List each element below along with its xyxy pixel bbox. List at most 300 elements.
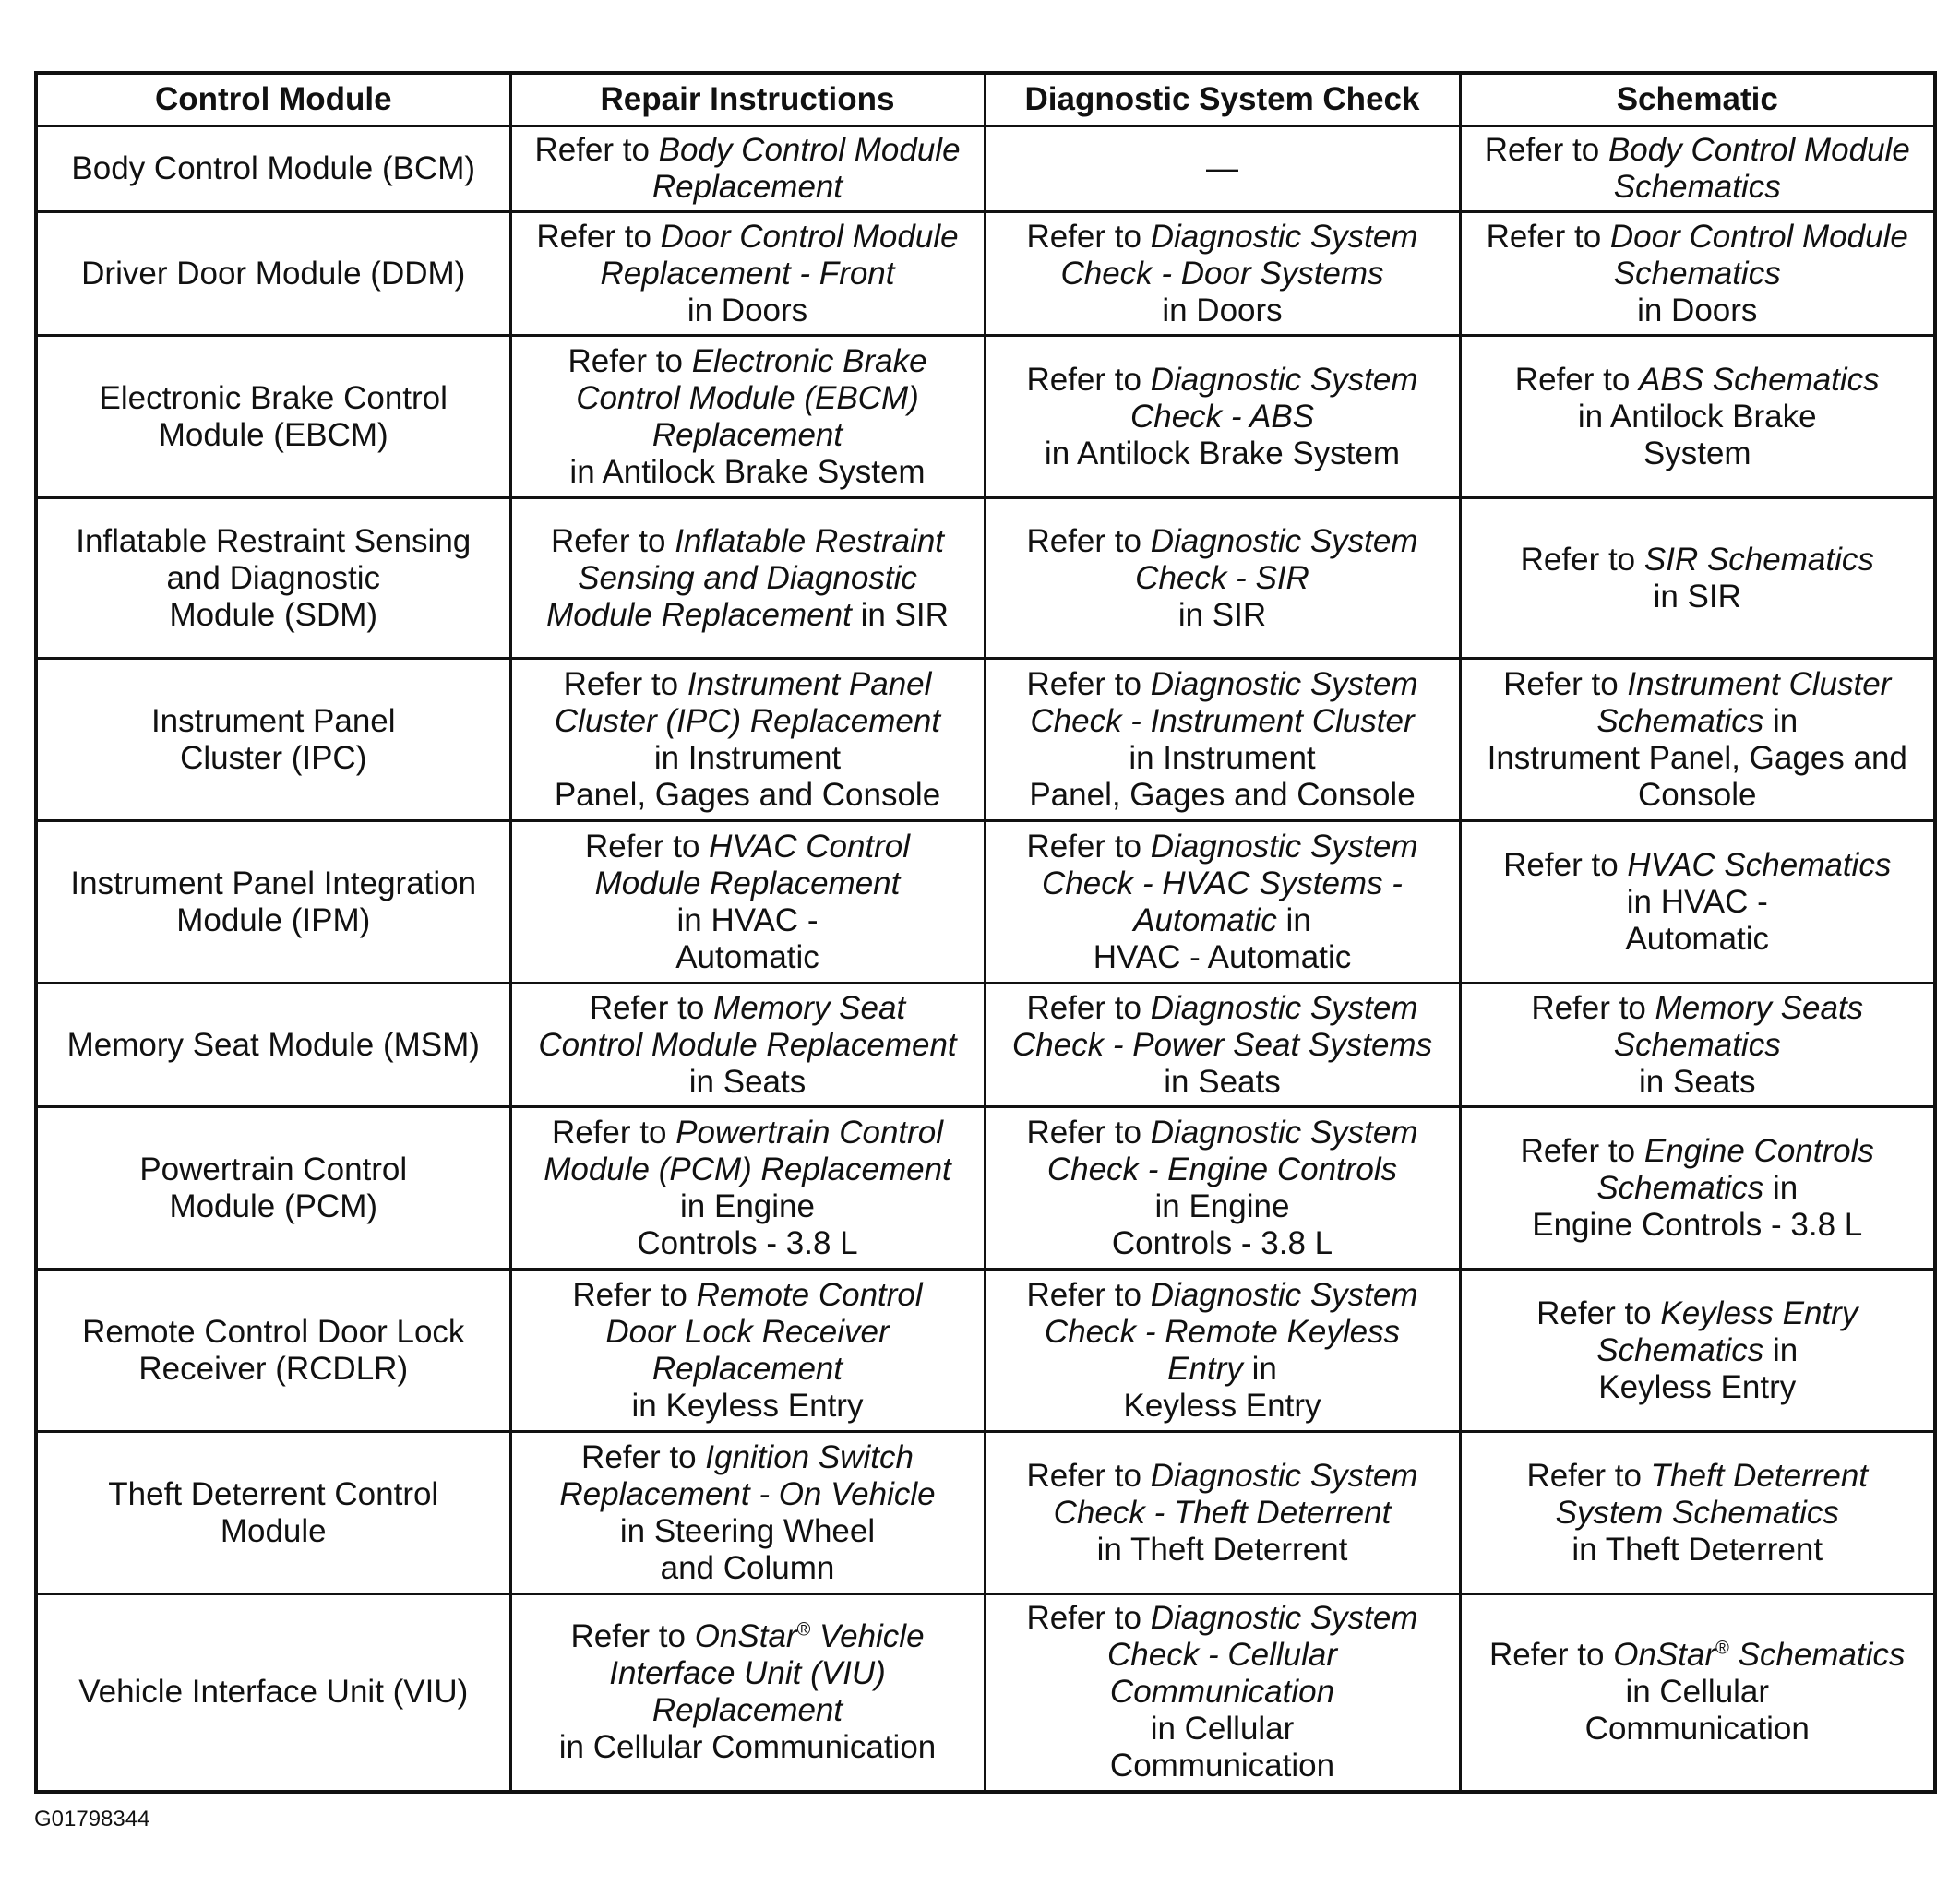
cell-line	[520, 1314, 976, 1351]
italic-reference: OnStar	[1613, 1637, 1716, 1674]
schematic-cell	[1460, 498, 1935, 659]
text-segment: Refer to	[572, 1276, 697, 1313]
text-segment: Engine Controls - 3.8 L	[1532, 1206, 1863, 1243]
text-segment: Refer to	[568, 342, 692, 379]
cell-line	[520, 454, 976, 491]
italic-reference: Entry	[1167, 1350, 1243, 1387]
italic-reference: Remote Control	[696, 1276, 923, 1313]
italic-reference: Diagnostic System	[1150, 218, 1418, 255]
text-segment: Refer to	[1026, 989, 1151, 1026]
cell-line	[520, 343, 976, 380]
cell-line	[994, 1532, 1452, 1569]
italic-reference: Check - Instrument Cluster	[1030, 702, 1415, 739]
table-row	[36, 821, 1935, 984]
diagnostic-check-cell	[985, 1432, 1460, 1594]
schematic-cell	[1460, 336, 1935, 498]
italic-reference: System Schematics	[1555, 1494, 1839, 1531]
italic-reference: Schematics	[1728, 1637, 1906, 1674]
cell-line	[994, 1351, 1452, 1388]
diagnostic-check-cell	[985, 126, 1460, 212]
cell-line	[520, 169, 976, 206]
cell-line	[1469, 921, 1927, 958]
repair-instructions-cell	[510, 1432, 985, 1594]
repair-instructions-cell	[510, 1270, 985, 1432]
italic-reference: Inflatable Restraint	[675, 522, 945, 559]
text-segment: in Antilock Brake	[1577, 398, 1817, 435]
control-module-cell	[36, 212, 510, 336]
text-segment: Automatic	[675, 938, 819, 975]
text-segment: Refer to	[1484, 132, 1608, 168]
italic-reference: Schematics	[1596, 1331, 1764, 1368]
italic-reference: Check - Engine Controls	[1046, 1151, 1398, 1187]
italic-reference: Diagnostic System	[1150, 1600, 1418, 1637]
control-module-cell	[36, 126, 510, 212]
text-segment: in Seats	[1639, 1063, 1756, 1100]
cell-line	[994, 1115, 1452, 1151]
cell-line	[994, 990, 1452, 1027]
cell-line	[1469, 1027, 1927, 1064]
italic-reference: Check - Remote Keyless	[1044, 1313, 1401, 1350]
italic-reference: Diagnostic System	[1150, 665, 1418, 702]
italic-reference: Check - Door Systems	[1060, 255, 1384, 292]
cell-line	[994, 740, 1452, 777]
cell-line: Module (SDM)	[169, 596, 378, 633]
cell-line	[520, 1115, 976, 1151]
cell-line	[520, 703, 976, 740]
cell-line	[520, 1550, 976, 1587]
cell-line: Module	[220, 1512, 327, 1549]
cell-line	[994, 1748, 1452, 1784]
italic-reference: Schematics	[1596, 702, 1764, 739]
italic-reference: Vehicle	[810, 1618, 925, 1655]
cell-line	[520, 1064, 976, 1101]
cell-line: and Diagnostic	[166, 559, 381, 596]
text-segment: in Steering Wheel	[619, 1512, 876, 1549]
italic-reference: Keyless Entry	[1660, 1294, 1858, 1331]
italic-reference: Control Module Replacement	[538, 1026, 957, 1063]
control-module-cell	[36, 1594, 510, 1792]
italic-reference: Schematics	[1596, 1169, 1764, 1206]
table-body	[36, 126, 1935, 1792]
cell-line	[994, 777, 1452, 814]
cell-line	[994, 939, 1452, 976]
diagnostic-check-cell	[985, 212, 1460, 336]
text-segment: in SIR	[1653, 578, 1741, 614]
cell-line	[1469, 703, 1927, 740]
text-segment: Refer to	[1026, 218, 1151, 255]
schematic-cell	[1460, 126, 1935, 212]
text-segment: System	[1643, 435, 1751, 471]
cell-line	[994, 1314, 1452, 1351]
cell-line	[1469, 169, 1927, 206]
table-row	[36, 984, 1935, 1107]
control-module-cell	[36, 659, 510, 821]
diagnostic-check-cell	[985, 336, 1460, 498]
control-module-table	[34, 71, 1937, 1794]
text-segment: Refer to	[1026, 1600, 1151, 1637]
text-segment: Refer to	[550, 522, 675, 559]
italic-reference: Module Replacement	[546, 596, 852, 633]
text-segment: Refer to	[584, 828, 710, 865]
text-segment: in Seats	[1164, 1063, 1281, 1100]
diagnostic-check-cell	[985, 1594, 1460, 1792]
cell-line	[994, 1600, 1452, 1637]
cell-line	[520, 1655, 976, 1692]
cell-line	[994, 829, 1452, 865]
repair-instructions-cell	[510, 659, 985, 821]
control-module-cell	[36, 984, 510, 1107]
text-segment: Console	[1638, 776, 1757, 813]
text-segment: Communication	[1584, 1711, 1810, 1748]
cell-line	[1469, 1207, 1927, 1244]
italic-reference: Body Control Module	[658, 132, 961, 168]
diagnostic-check-cell	[985, 659, 1460, 821]
italic-reference: Replacement - Front	[600, 255, 895, 292]
cell-line	[1469, 1170, 1927, 1207]
cell-line	[520, 1188, 976, 1225]
table-row	[36, 336, 1935, 498]
cell-line	[994, 292, 1452, 329]
text-segment: Refer to	[536, 218, 661, 255]
cell-line	[520, 939, 976, 976]
italic-reference: Diagnostic System	[1150, 522, 1418, 559]
text-segment: Refer to	[534, 132, 659, 168]
header-repair-instructions: Repair Instructions	[510, 73, 985, 126]
italic-reference: Replacement	[651, 1350, 843, 1387]
italic-reference: Diagnostic System	[1150, 828, 1418, 865]
text-segment: Refer to	[1536, 1294, 1661, 1331]
table-row	[36, 498, 1935, 659]
cell-line: Module (IPM)	[176, 901, 371, 938]
schematic-cell	[1460, 1594, 1935, 1792]
text-segment: in Instrument	[653, 739, 842, 776]
italic-reference: Schematics	[1613, 1026, 1781, 1063]
text-segment: Keyless Entry	[1598, 1368, 1797, 1405]
cell-line	[1469, 1495, 1927, 1532]
italic-reference: Door Control Module	[660, 218, 959, 255]
italic-reference: Diagnostic System	[1150, 989, 1418, 1026]
cell-line	[994, 150, 1452, 187]
italic-reference: Interface Unit (VIU)	[609, 1655, 886, 1692]
cell-line	[994, 902, 1452, 939]
control-module-cell	[36, 1270, 510, 1432]
diagnostic-check-cell	[985, 821, 1460, 984]
italic-reference: Instrument Cluster	[1627, 665, 1892, 702]
italic-reference: Module Replacement	[594, 865, 901, 901]
repair-instructions-cell	[510, 1594, 985, 1792]
table-row	[36, 1432, 1935, 1594]
text-segment: in SIR	[851, 596, 949, 633]
registered-mark: ®	[1715, 1638, 1729, 1659]
cell-line: Instrument Panel	[150, 702, 396, 739]
cell-line	[1469, 1133, 1927, 1170]
text-segment: Refer to	[1026, 665, 1151, 702]
schematic-cell	[1460, 659, 1935, 821]
cell-line	[1469, 542, 1927, 579]
control-module-cell	[36, 336, 510, 498]
cell-line	[994, 1064, 1452, 1101]
cell-line	[520, 1513, 976, 1550]
cell-line	[520, 1027, 976, 1064]
cell-line	[994, 1711, 1452, 1748]
repair-instructions-cell	[510, 126, 985, 212]
italic-reference: Door Control Module	[1609, 218, 1908, 255]
cell-line	[1469, 1674, 1927, 1711]
cell-line	[1469, 740, 1927, 777]
cell-line	[1469, 1064, 1927, 1101]
text-segment: in Theft Deterrent	[1096, 1531, 1348, 1568]
cell-line	[1469, 579, 1927, 615]
cell-line: Module (EBCM)	[158, 416, 388, 453]
figure-id: G01798344	[34, 1807, 150, 1831]
text-segment: Refer to	[1520, 1132, 1644, 1169]
text-segment: in Cellular	[1150, 1711, 1295, 1748]
cell-line	[994, 399, 1452, 435]
italic-reference: Module (PCM) Replacement	[544, 1151, 951, 1187]
cell-line	[994, 1151, 1452, 1188]
text-segment: Controls - 3.8 L	[1111, 1224, 1333, 1261]
text-segment: Communication	[1109, 1748, 1335, 1784]
text-segment: in Cellular	[1625, 1674, 1770, 1711]
cell-line	[520, 219, 976, 256]
cell-line	[1469, 990, 1927, 1027]
cell-line	[1469, 1332, 1927, 1369]
cell-line	[1469, 847, 1927, 884]
italic-reference: Electronic Brake	[691, 342, 927, 379]
cell-line	[520, 865, 976, 902]
text-segment: Keyless Entry	[1123, 1387, 1321, 1424]
italic-reference: Check - HVAC Systems -	[1042, 865, 1403, 901]
cell-line	[520, 1351, 976, 1388]
cell-line	[520, 132, 976, 169]
cell-line: Theft Deterrent Control	[108, 1475, 439, 1512]
cell-line	[994, 560, 1452, 597]
cell-line	[1469, 399, 1927, 435]
text-segment: in Seats	[688, 1063, 807, 1100]
schematic-cell	[1460, 821, 1935, 984]
italic-reference: Door Lock Receiver	[605, 1313, 890, 1350]
table-row	[36, 126, 1935, 212]
cell-line	[1469, 219, 1927, 256]
text-segment: and Column	[660, 1549, 835, 1586]
cell-line	[994, 865, 1452, 902]
cell-line	[1469, 1637, 1927, 1674]
italic-reference: Communication	[1109, 1674, 1335, 1711]
text-segment: in HVAC -	[1626, 883, 1768, 920]
cell-line	[1469, 1295, 1927, 1332]
repair-instructions-cell	[510, 1107, 985, 1270]
diagnostic-check-cell	[985, 984, 1460, 1107]
cell-line	[520, 1692, 976, 1729]
cell-line	[994, 1225, 1452, 1262]
italic-reference: Check - ABS	[1129, 398, 1315, 435]
text-segment: Panel, Gages and Console	[554, 776, 941, 813]
italic-reference: Sensing and Diagnostic	[578, 559, 917, 596]
cell-line	[520, 777, 976, 814]
diagnostic-check-cell	[985, 1107, 1460, 1270]
text-segment: Refer to	[1026, 828, 1151, 865]
italic-reference: Schematics	[1613, 169, 1781, 205]
cell-line	[1469, 132, 1927, 169]
cell-line	[994, 703, 1452, 740]
control-module-cell	[36, 498, 510, 659]
repair-instructions-cell	[510, 212, 985, 336]
text-segment: Refer to	[1514, 361, 1640, 398]
table-row	[36, 1107, 1935, 1270]
cell-line	[1469, 1532, 1927, 1569]
italic-reference: Check - Theft Deterrent	[1053, 1494, 1392, 1531]
text-segment: in Doors	[687, 292, 808, 328]
schematic-cell	[1460, 1270, 1935, 1432]
italic-reference: HVAC Schematics	[1627, 846, 1892, 883]
header-diagnostic-system-check: Diagnostic System Check	[985, 73, 1460, 126]
text-segment: in Doors	[1162, 292, 1283, 328]
text-segment: in Doors	[1637, 292, 1758, 328]
cell-line	[994, 666, 1452, 703]
italic-reference: Instrument Panel	[687, 665, 932, 702]
italic-reference: Replacement	[651, 1692, 843, 1729]
cell-line: Powertrain Control	[139, 1151, 408, 1187]
cell-line	[994, 219, 1452, 256]
cell-line	[994, 256, 1452, 292]
table-row	[36, 1270, 1935, 1432]
text-segment: in Cellular Communication	[558, 1729, 937, 1766]
text-segment: in	[1242, 1350, 1277, 1387]
header-row	[36, 73, 1935, 126]
cell-line	[994, 435, 1452, 472]
cell-line: Receiver (RCDLR)	[138, 1350, 409, 1387]
cell-line: Module (PCM)	[169, 1187, 378, 1224]
text-segment: in	[1763, 1169, 1799, 1206]
italic-reference: Check - Power Seat Systems	[1011, 1026, 1433, 1063]
cell-line	[520, 829, 976, 865]
cell-line	[520, 902, 976, 939]
table-row	[36, 1594, 1935, 1792]
cell-line: Electronic Brake Control	[99, 379, 448, 416]
text-segment: in Antilock Brake System	[569, 453, 926, 490]
text-segment: Refer to	[563, 665, 687, 702]
text-segment: in	[1763, 702, 1799, 739]
cell-line: Cluster (IPC)	[180, 739, 367, 776]
cell-line	[1469, 256, 1927, 292]
table-row	[36, 659, 1935, 821]
cell-line	[994, 362, 1452, 399]
italic-reference: ABS Schematics	[1639, 361, 1880, 398]
text-segment: Refer to	[1026, 1276, 1151, 1313]
italic-reference: Automatic	[1133, 901, 1277, 938]
italic-reference: Diagnostic System	[1150, 1457, 1418, 1494]
repair-instructions-cell	[510, 984, 985, 1107]
text-segment: in Engine	[680, 1187, 815, 1224]
italic-reference: Cluster (IPC) Replacement	[554, 702, 941, 739]
cell-line	[520, 1277, 976, 1314]
italic-reference: Replacement	[651, 416, 843, 453]
text-segment: Refer to	[1026, 1457, 1151, 1494]
italic-reference: Replacement	[651, 169, 843, 205]
text-segment: Panel, Gages and Console	[1029, 776, 1416, 813]
text-segment: HVAC - Automatic	[1093, 938, 1352, 975]
cell-line	[520, 1151, 976, 1188]
text-segment: Refer to	[581, 1438, 706, 1475]
cell-line	[1469, 1458, 1927, 1495]
text-segment: in Instrument	[1129, 739, 1316, 776]
text-segment: Refer to	[1026, 522, 1151, 559]
text-segment: in	[1763, 1331, 1799, 1368]
cell-line	[520, 1618, 976, 1655]
cell-line	[994, 1277, 1452, 1314]
italic-reference: Replacement - On Vehicle	[559, 1475, 936, 1512]
cell-line	[1469, 292, 1927, 329]
cell-line	[994, 1188, 1452, 1225]
cell-line	[520, 1388, 976, 1425]
cell-line: Body Control Module (BCM)	[71, 150, 476, 186]
control-module-cell	[36, 821, 510, 984]
italic-reference: SIR Schematics	[1643, 541, 1874, 578]
cell-line	[1469, 1711, 1927, 1748]
repair-instructions-cell	[510, 821, 985, 984]
cell-line	[994, 597, 1452, 634]
text-segment: Refer to	[1503, 665, 1628, 702]
italic-reference: Diagnostic System	[1150, 361, 1418, 398]
italic-reference: Diagnostic System	[1150, 1276, 1418, 1313]
cell-line	[1469, 884, 1927, 921]
text-segment: Refer to	[1503, 846, 1628, 883]
italic-reference: Memory Seat	[713, 989, 906, 1026]
italic-reference: Ignition Switch	[705, 1438, 914, 1475]
cell-line	[994, 523, 1452, 560]
repair-instructions-cell	[510, 336, 985, 498]
cell-line: Memory Seat Module (MSM)	[66, 1026, 480, 1063]
registered-mark: ®	[796, 1619, 811, 1640]
diagnostic-check-cell	[985, 498, 1460, 659]
cell-line	[520, 1476, 976, 1513]
schematic-cell	[1460, 212, 1935, 336]
cell-line	[1469, 666, 1927, 703]
cell-line	[520, 380, 976, 417]
text-segment: Automatic	[1625, 920, 1770, 957]
text-segment: in Theft Deterrent	[1572, 1531, 1823, 1568]
text-segment: in Keyless Entry	[631, 1387, 864, 1424]
cell-line	[520, 990, 976, 1027]
italic-reference: Schematics	[1613, 255, 1781, 292]
text-segment: Refer to	[1526, 1457, 1651, 1494]
italic-reference: Check - Cellular	[1107, 1637, 1337, 1674]
text-segment: Refer to	[1531, 989, 1655, 1026]
schematic-cell	[1460, 1432, 1935, 1594]
repair-instructions-cell	[510, 498, 985, 659]
cell-line	[520, 1225, 976, 1262]
text-segment: Refer to	[1520, 541, 1644, 578]
cell-line	[520, 1729, 976, 1766]
text-segment: in SIR	[1177, 596, 1267, 633]
cell-line	[994, 1027, 1452, 1064]
cell-line	[1469, 1369, 1927, 1406]
schematic-cell	[1460, 1107, 1935, 1270]
cell-line	[520, 666, 976, 703]
control-module-cell	[36, 1107, 510, 1270]
italic-reference: Check - SIR	[1135, 559, 1309, 596]
cell-line	[994, 1458, 1452, 1495]
header-schematic: Schematic	[1460, 73, 1935, 126]
italic-reference: Control Module (EBCM)	[576, 379, 919, 416]
cell-line: Driver Door Module (DDM)	[81, 255, 466, 292]
italic-reference: Memory Seats	[1655, 989, 1864, 1026]
text-segment: Refer to	[1026, 361, 1151, 398]
text-segment: —	[1206, 150, 1238, 186]
cell-line	[520, 292, 976, 329]
table-row	[36, 212, 1935, 336]
cell-line: Inflatable Restraint Sensing	[76, 522, 472, 559]
